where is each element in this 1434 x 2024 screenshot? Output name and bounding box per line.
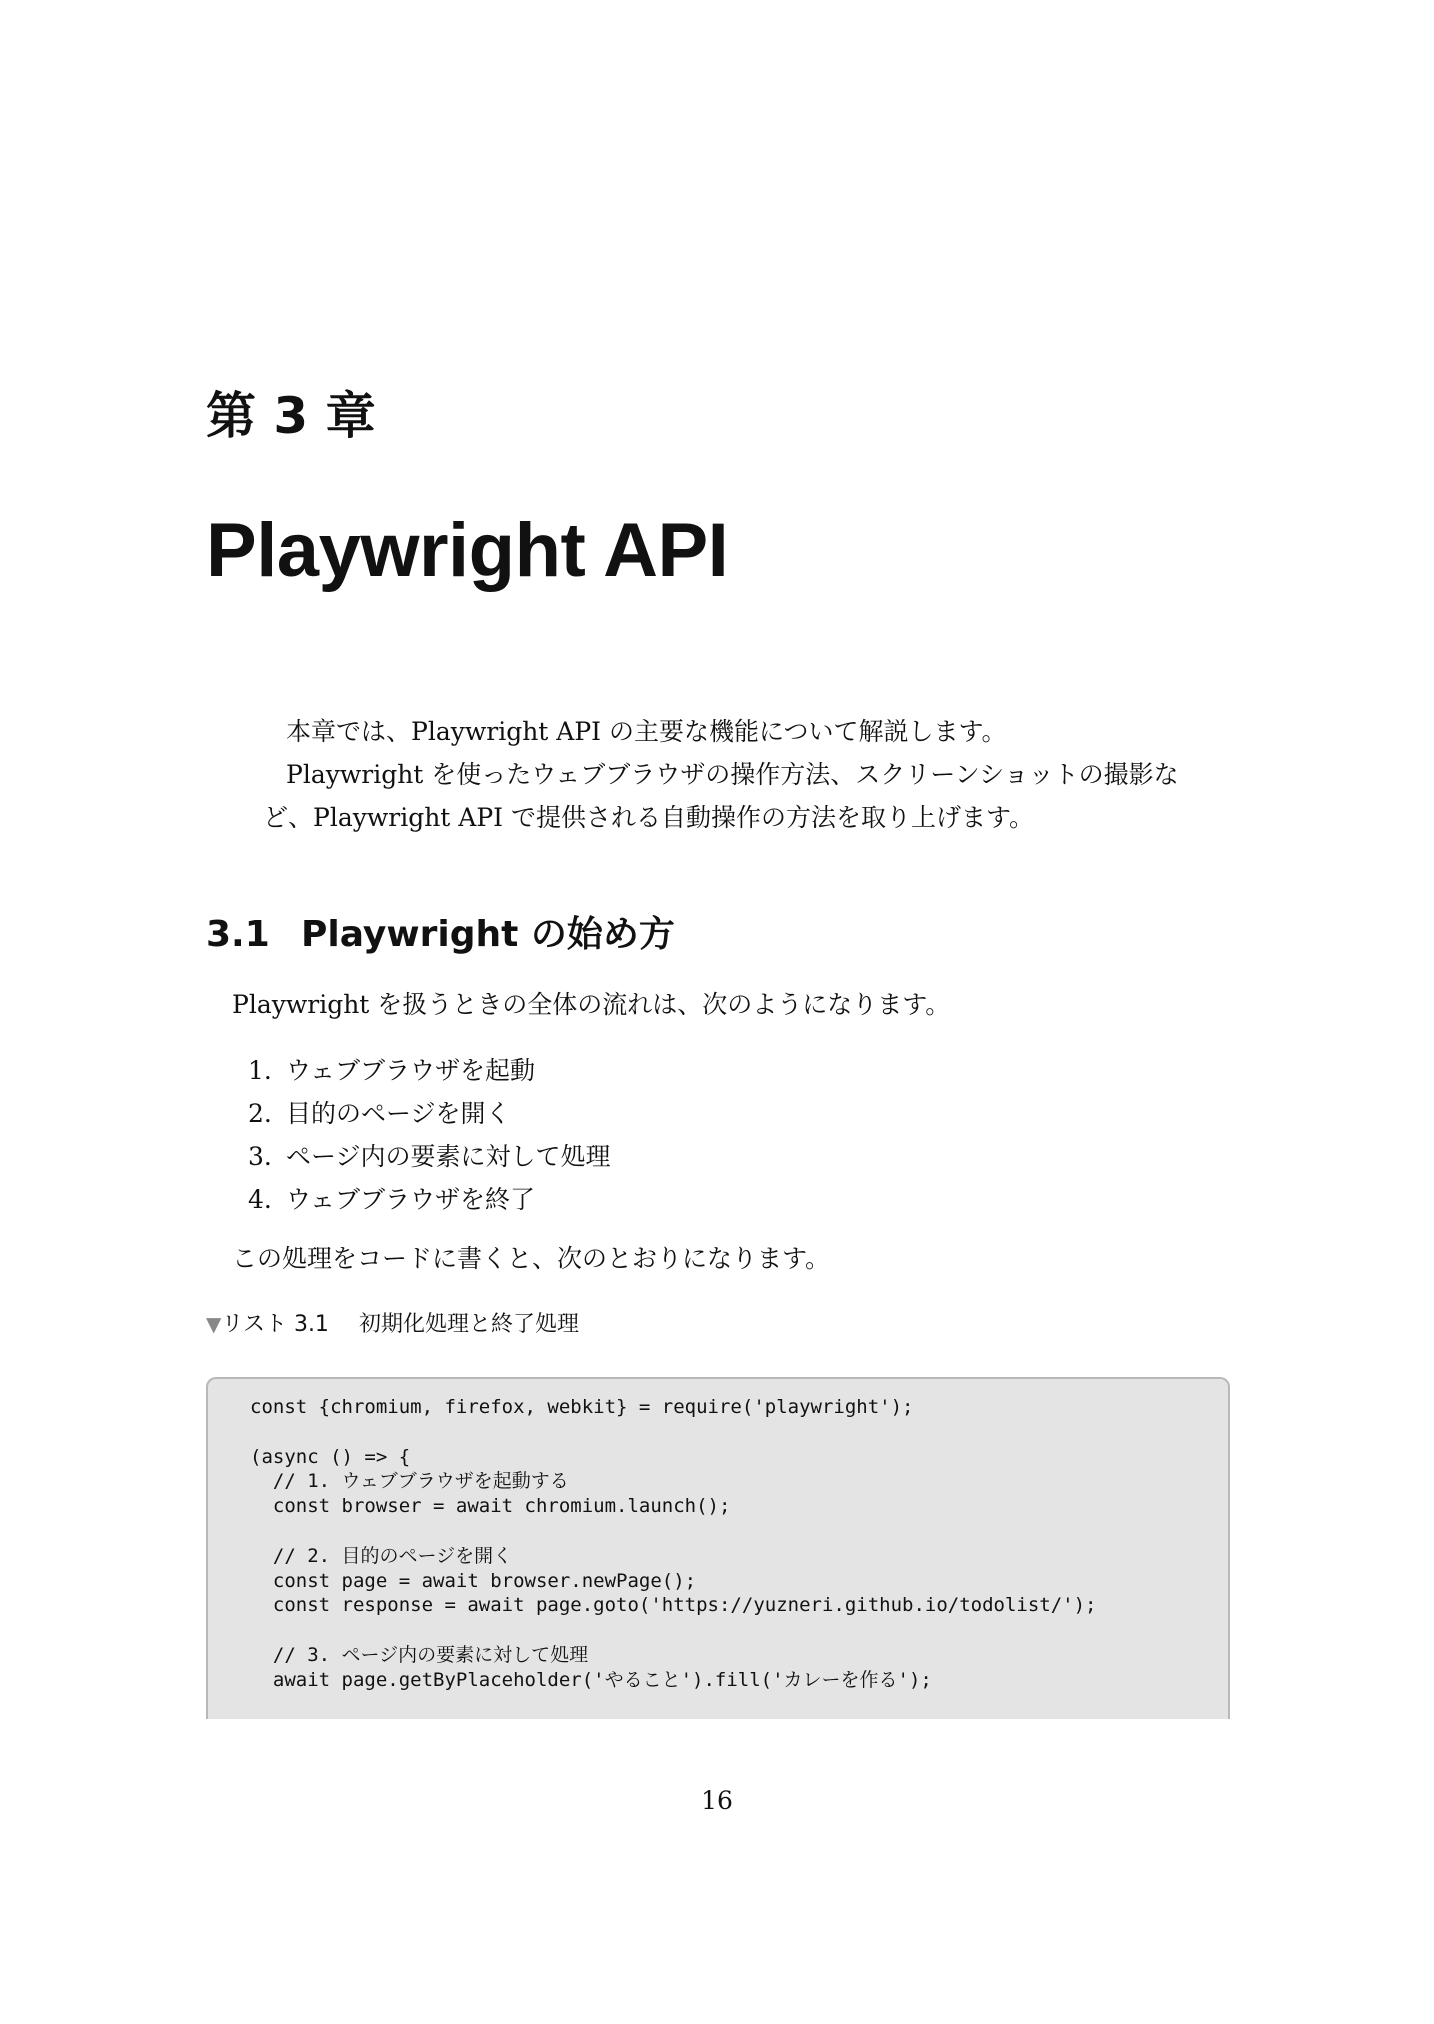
list-item (248, 1092, 611, 1135)
flow-intro-text: Playwright を扱うときの全体の流れは、次のようになります。 (232, 990, 951, 1019)
section-title: Playwright の始め方 (301, 914, 675, 955)
code-listing-box (206, 1377, 1230, 1719)
section-number: 3.1 (206, 914, 270, 955)
step-text: 目的のページを開く (286, 1099, 511, 1128)
step-text: ウェブブラウザを終了 (286, 1185, 536, 1214)
listing-caption (206, 1307, 579, 1342)
listing-caption-text: 初期化処理と終了処理 (358, 1312, 579, 1337)
triangle-marker-icon: ▼ (206, 1312, 222, 1336)
list-item (248, 1135, 611, 1178)
listing-label: リスト 3.1 (221, 1312, 329, 1337)
intro-paragraph-2-line-1: Playwright を使ったウェブブラウザの操作方法、スクリーンショットの撮影な (286, 760, 1179, 789)
code-intro-text: この処理をコードに書くと、次のとおりになります。 (232, 1244, 831, 1273)
step-number: 4. (248, 1185, 272, 1214)
section-heading (206, 910, 675, 960)
list-item (248, 1049, 611, 1092)
step-text: ページ内の要素に対して処理 (286, 1142, 611, 1171)
code-block: const {chromium, firefox, webkit} = require('playwright'); (async () => { // 1. ウェブブラウザを起動する const browser = await chromium.launch(); // 2. 目的のページを開く const page = await browser.newPage(); const response = await page.goto('https://yuzneri.github.io/todolist/'); // 3. ページ内の要素に対して処理 await page.getByPlaceholder('やること').fill('カレーを作る'); (250, 1396, 1097, 1691)
step-number: 3. (248, 1142, 272, 1171)
steps-list (248, 1049, 611, 1221)
intro-paragraph-2-line-2: ど、Playwright API で提供される自動操作の方法を取り上げます。 (263, 803, 1034, 832)
list-item (248, 1178, 611, 1221)
chapter-title: Playwright API (206, 508, 729, 593)
page-number: 16 (701, 1786, 733, 1815)
chapter-label: 第 3 章 (206, 387, 376, 445)
step-text: ウェブブラウザを起動 (286, 1056, 536, 1085)
step-number: 2. (248, 1099, 272, 1128)
intro-paragraph-1: 本章では、Playwright API の主要な機能について解説します。 (286, 717, 1007, 746)
step-number: 1. (248, 1056, 272, 1085)
chapter-intro (263, 710, 1246, 839)
